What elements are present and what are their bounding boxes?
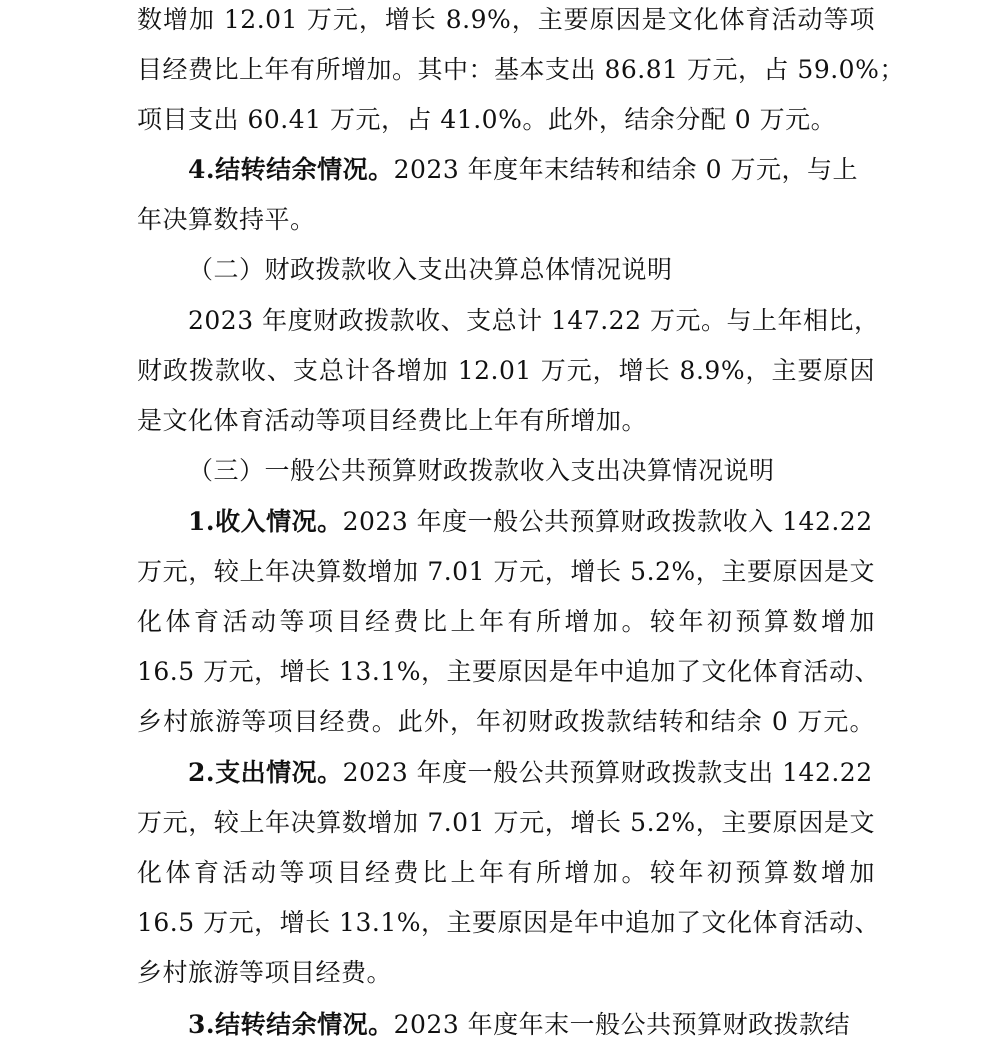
subheading-carryover: 4.结转结余情况。 (188, 155, 394, 184)
subheading-carryover-2: 3.结转结余情况。 (188, 1010, 394, 1039)
paragraph-line: 化体育活动等项目经费比上年有所增加。较年初预算数增加 (137, 858, 875, 887)
paragraph-line: 2023 年度财政拨款收、支总计 147.22 万元。与上年相比， (188, 306, 880, 335)
paragraph-line: 年决算数持平。 (137, 205, 316, 234)
paragraph-line: 16.5 万元，增长 13.1%，主要原因是年中追加了文化体育活动、 (137, 908, 880, 937)
paragraph-line: 数增加 12.01 万元，增长 8.9%，主要原因是文化体育活动等项 (137, 5, 875, 34)
section-title-3: （三）一般公共预算财政拨款收入支出决算情况说明 (188, 456, 775, 485)
paragraph-line: 万元，较上年决算数增加 7.01 万元，增长 5.2%，主要原因是文 (137, 557, 875, 586)
paragraph-text: 2023 年度年末结转和结余 0 万元，与上 (393, 155, 858, 184)
paragraph-line: 目经费比上年有所增加。其中：基本支出 86.81 万元，占 59.0%； (137, 55, 905, 84)
paragraph-text: 2023 年度一般公共预算财政拨款支出 142.22 (342, 758, 873, 787)
paragraph-line: 乡村旅游等项目经费。此外，年初财政拨款结转和结余 0 万元。 (137, 707, 875, 736)
section-heading-line (0, 497, 1000, 547)
paragraph-text: 2023 年度年末一般公共预算财政拨款结 (393, 1010, 851, 1039)
subheading-expenditure: 2.支出情况。 (188, 758, 343, 787)
paragraph-line: 化体育活动等项目经费比上年有所增加。较年初预算数增加 (137, 607, 875, 636)
section-heading-line (0, 145, 1000, 195)
section-heading-line (0, 1000, 1000, 1050)
paragraph-line: 16.5 万元，增长 13.1%，主要原因是年中追加了文化体育活动、 (137, 657, 880, 686)
paragraph-line: 万元，较上年决算数增加 7.01 万元，增长 5.2%，主要原因是文 (137, 808, 875, 837)
subheading-income: 1.收入情况。 (188, 507, 343, 536)
paragraph-line: 乡村旅游等项目经费。 (137, 958, 393, 987)
paragraph-line: 项目支出 60.41 万元，占 41.0%。此外，结余分配 0 万元。 (137, 105, 837, 134)
section-title-2: （二）财政拨款收入支出决算总体情况说明 (188, 255, 673, 284)
paragraph-line: 财政拨款收、支总计各增加 12.01 万元，增长 8.9%，主要原因 (137, 356, 875, 385)
section-heading-line (0, 748, 1000, 798)
paragraph-line: 是文化体育活动等项目经费比上年有所增加。 (137, 406, 648, 435)
paragraph-text: 2023 年度一般公共预算财政拨款收入 142.22 (342, 507, 873, 536)
